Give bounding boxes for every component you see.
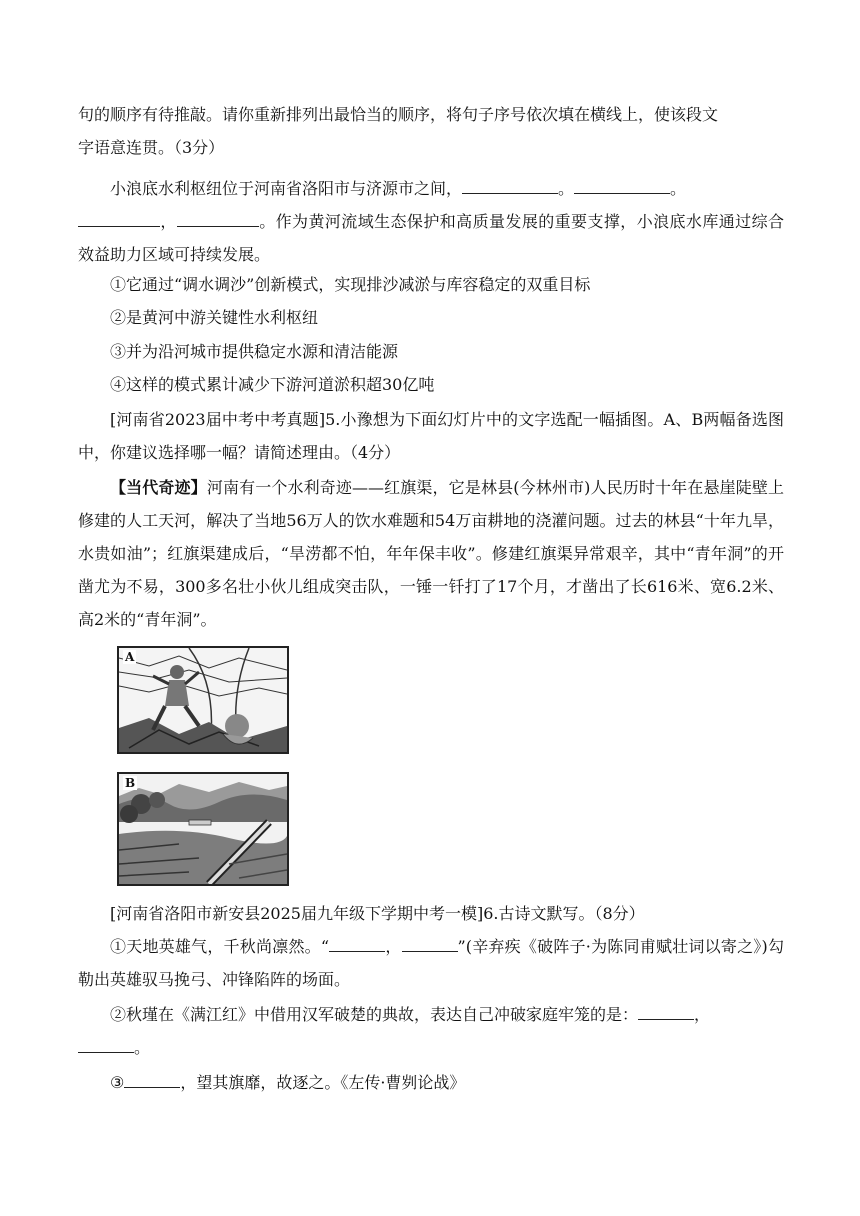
instruction-text — [78, 98, 784, 164]
option-2: ②是黄河中游关键性水利枢纽 — [110, 308, 319, 327]
passage-punct-3: ， — [160, 212, 177, 231]
passage-paragraph — [78, 172, 784, 271]
poem-3-prefix: ③ — [110, 1073, 125, 1092]
answer-blank-1[interactable] — [462, 175, 558, 194]
question-5: [河南省2023届中考中考真题]5.小豫想为下面幻灯片中的文字选配一幅插图。A、B两幅备选图中，你建议选择哪一幅？请简述理由。（4分） — [78, 410, 784, 462]
answer-blank-3[interactable] — [78, 208, 160, 227]
canal-landscape-illustration — [119, 774, 287, 884]
option-3: ③并为沿河城市提供稳定水源和清洁能源 — [110, 342, 399, 361]
poem-1-suffix: ”(辛弃疾《破阵子·为陈同甫赋壮词以寄之》)勾勒出英雄驭马挽弓、冲锋陷阵的场面。 — [78, 937, 784, 989]
option-1: ①它通过“调水调沙”创新模式，实现排沙减淤与库容稳定的双重目标 — [110, 275, 591, 294]
poem-blank-5[interactable] — [124, 1069, 180, 1088]
answer-blank-4[interactable] — [177, 208, 259, 227]
poem-item-1 — [78, 930, 784, 996]
option-image-b[interactable] — [117, 772, 289, 886]
poem-blank-3[interactable] — [638, 1001, 694, 1020]
instruction-line-1: 句的顺序有待推敲。请你重新排列出最恰当的顺序，将句子序号依次填在横线上，使该段文 — [78, 105, 719, 124]
poem-1-separator: ， — [385, 937, 402, 956]
passage-punct-2: 。 — [670, 179, 687, 198]
poem-item-3 — [78, 1066, 784, 1099]
passage-punct-1: 。 — [558, 179, 575, 198]
poem-blank-1[interactable] — [329, 933, 385, 952]
option-image-a[interactable] — [117, 646, 289, 754]
poem-3-suffix: ，望其旗靡，故逐之。《左传·曹刿论战》 — [180, 1073, 466, 1092]
answer-blank-2[interactable] — [574, 175, 670, 194]
image-b-label: B — [125, 776, 136, 790]
story-title: 【当代奇迹】 — [110, 478, 207, 497]
climber-illustration — [119, 648, 287, 752]
passage-text-2: 。作为黄河流域生态保护和高质量发展的重要支撑，小浪底水库通过综合效益助力区域可持续发展。 — [78, 212, 784, 264]
poem-2-separator: ， — [694, 1005, 711, 1024]
option-4: ④这样的模式累计减少下游河道淤积超30亿吨 — [110, 375, 435, 394]
image-a-label: A — [125, 650, 135, 664]
poem-blank-2[interactable] — [402, 933, 458, 952]
poem-2-suffix: 。 — [134, 1038, 151, 1057]
story-paragraph — [78, 471, 784, 636]
poem-2-prefix: ②秋瑾在《满江红》中借用汉军破楚的典故，表达自己冲破家庭牢笼的是： — [110, 1005, 639, 1024]
poem-item-2 — [78, 998, 784, 1064]
passage-text-1: 小浪底水利枢纽位于河南省洛阳市与济源市之间， — [110, 179, 463, 198]
story-body: 河南有一个水利奇迹——红旗渠，它是林县(今林州市)人民历时十年在悬崖陡壁上修建的人工天河，解决了当地56万人的饮水难题和54万亩耕地的浇灌问题。过去的林县“十年九旱，水贵如油”；红旗渠建成后，“旱涝都不怕，年年保丰收”。修建红旗渠异常艰辛，其中“青年洞”的开凿尤为不易，300多名壮小伙儿组成突击队，一锤一钎打了17个月，才凿出了长616米、宽6.2米、高2米的“青年洞”。 — [78, 478, 784, 629]
poem-1-prefix: ①天地英雄气，千秋尚凛然。“ — [110, 937, 330, 956]
question-6: [河南省洛阳市新安县2025届九年级下学期中考一模]6.古诗文默写。（8分） — [110, 904, 645, 923]
poem-blank-4[interactable] — [78, 1034, 134, 1053]
instruction-line-2: 字语意连贯。（3分） — [78, 138, 225, 157]
